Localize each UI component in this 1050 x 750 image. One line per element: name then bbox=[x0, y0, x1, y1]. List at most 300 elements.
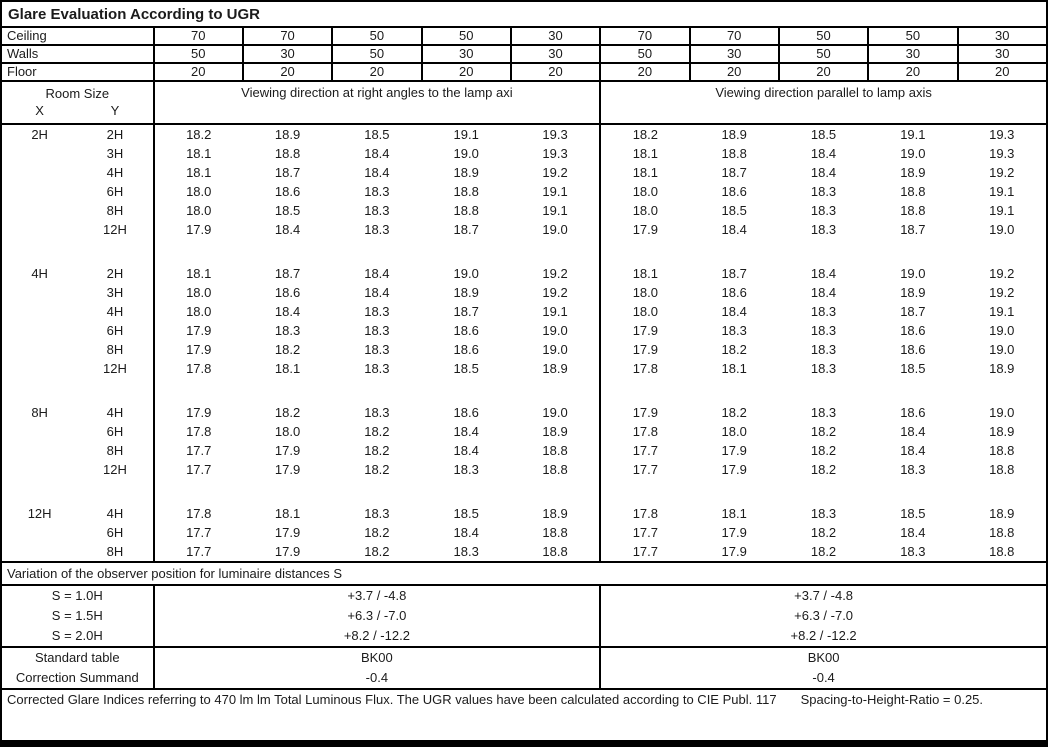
room-y-cell: 8H bbox=[77, 201, 153, 220]
surface-value-cell: 30 bbox=[511, 45, 600, 63]
ugr-value-cell: 19.0 bbox=[453, 146, 479, 161]
ugr-value-cell: 18.9 bbox=[511, 359, 600, 378]
cell bbox=[1, 239, 154, 264]
room-x-cell bbox=[1, 220, 77, 239]
room-x-cell: 8H bbox=[31, 405, 48, 420]
ugr-value-cell: 18.4 bbox=[810, 285, 837, 300]
ugr-value-cell: 18.3 bbox=[810, 304, 837, 319]
cell bbox=[154, 479, 601, 504]
room-x-cell bbox=[1, 542, 77, 562]
cell bbox=[154, 239, 601, 264]
left-section-value: +8.2 / -12.2 bbox=[154, 626, 601, 647]
block-spacer-row bbox=[1, 479, 1047, 504]
ugr-value-cell: 18.7 bbox=[453, 304, 479, 319]
ugr-value-cell: 17.7 bbox=[186, 462, 212, 477]
ugr-value-cell: 19.1 bbox=[511, 302, 600, 321]
row-label: S = 1.5H bbox=[1, 606, 154, 626]
standard-table-row bbox=[1, 647, 1047, 668]
ugr-value-cell: 18.8 bbox=[900, 184, 926, 199]
surface-value-cell: 50 bbox=[779, 27, 868, 45]
ugr-value-cell: 18.4 bbox=[453, 443, 479, 458]
right-section-value: +3.7 / -4.8 bbox=[794, 588, 854, 603]
ugr-value-cell: 18.6 bbox=[900, 323, 926, 338]
room-y-label: Y bbox=[110, 102, 120, 118]
ugr-value-cell: 18.3 bbox=[810, 323, 837, 338]
ugr-data-row bbox=[1, 163, 1047, 182]
ugr-value-cell: 18.9 bbox=[511, 422, 600, 441]
ugr-value-cell: 18.2 bbox=[810, 525, 837, 540]
room-x-cell bbox=[1, 302, 77, 321]
ugr-value-cell: 18.1 bbox=[721, 361, 747, 376]
ugr-data-row bbox=[1, 504, 1047, 523]
ugr-value-cell: 18.9 bbox=[453, 165, 479, 180]
ugr-value-cell: 17.9 bbox=[274, 525, 301, 540]
room-y-cell: 3H bbox=[77, 283, 153, 302]
ugr-value-cell: 18.3 bbox=[364, 203, 390, 218]
ugr-value-cell: 18.0 bbox=[632, 203, 659, 218]
room-y-cell: 6H bbox=[77, 182, 153, 201]
ugr-value-cell: 17.8 bbox=[632, 424, 659, 439]
ugr-value-cell: 18.4 bbox=[364, 285, 390, 300]
room-size-label: Room Size bbox=[45, 85, 110, 101]
right-section-value: BK00 bbox=[807, 650, 840, 665]
ugr-value-cell: 17.9 bbox=[632, 342, 659, 357]
ugr-value-cell: 18.6 bbox=[453, 342, 479, 357]
ugr-value-cell: 18.4 bbox=[721, 304, 747, 319]
ugr-data-row bbox=[1, 182, 1047, 201]
ugr-value-cell: 18.7 bbox=[900, 304, 926, 319]
room-y-cell: 2H bbox=[77, 124, 153, 144]
surface-value-cell: 70 bbox=[690, 27, 779, 45]
room-y-cell: 4H bbox=[77, 302, 153, 321]
room-y-cell: 8H bbox=[77, 340, 153, 359]
surface-value-cell: 50 bbox=[332, 45, 421, 63]
cell bbox=[600, 479, 1047, 504]
ugr-value-cell: 18.3 bbox=[364, 342, 390, 357]
ugr-value-cell: 18.1 bbox=[186, 165, 212, 180]
ugr-value-cell: 19.0 bbox=[900, 266, 926, 281]
ugr-value-cell: 18.5 bbox=[900, 361, 926, 376]
ugr-value-cell: 18.5 bbox=[900, 506, 926, 521]
room-y-cell: 3H bbox=[77, 144, 153, 163]
ugr-value-cell: 19.1 bbox=[511, 182, 600, 201]
surface-value-cell: 20 bbox=[600, 63, 689, 81]
surface-value-cell: 30 bbox=[422, 45, 511, 63]
room-y-cell: 8H bbox=[77, 441, 153, 460]
surface-value-cell: 20 bbox=[422, 63, 511, 81]
ugr-values-body bbox=[1, 124, 1047, 562]
ugr-value-cell: 18.0 bbox=[274, 424, 301, 439]
block-spacer-row bbox=[1, 239, 1047, 264]
ugr-value-cell: 18.3 bbox=[810, 222, 837, 237]
room-x-cell bbox=[1, 460, 77, 479]
ugr-value-cell: 18.2 bbox=[274, 342, 301, 357]
ugr-value-cell: 18.8 bbox=[900, 203, 926, 218]
ugr-value-cell: 19.0 bbox=[989, 342, 1015, 357]
ugr-value-cell: 18.0 bbox=[721, 424, 747, 439]
row-label: Standard table bbox=[1, 647, 154, 668]
surface-value-cell: 50 bbox=[332, 27, 421, 45]
room-x-cell bbox=[1, 441, 77, 460]
right-section-value: +6.3 / -7.0 bbox=[794, 608, 854, 623]
right-section-value: +8.2 / -12.2 bbox=[600, 626, 1047, 647]
ugr-value-cell: 19.0 bbox=[989, 222, 1015, 237]
ugr-data-row bbox=[1, 422, 1047, 441]
ugr-value-cell: 18.2 bbox=[364, 544, 390, 559]
ugr-value-cell: 18.9 bbox=[453, 285, 479, 300]
ugr-value-cell: 18.1 bbox=[274, 361, 301, 376]
room-x-cell bbox=[1, 201, 77, 220]
ugr-value-cell: 18.3 bbox=[364, 304, 390, 319]
room-x-cell bbox=[1, 321, 77, 340]
room-x-cell bbox=[1, 182, 77, 201]
ugr-value-cell: 19.3 bbox=[511, 144, 600, 163]
left-section-value: -0.4 bbox=[154, 668, 601, 689]
ugr-value-cell: 19.0 bbox=[511, 340, 600, 359]
right-section-heading: Viewing direction parallel to lamp axis bbox=[600, 81, 1047, 124]
s-row bbox=[1, 585, 1047, 606]
ugr-value-cell: 18.4 bbox=[810, 165, 837, 180]
ugr-value-cell: 18.1 bbox=[632, 165, 659, 180]
ugr-value-cell: 19.0 bbox=[511, 321, 600, 340]
room-x-cell bbox=[1, 163, 77, 182]
ugr-value-cell: 17.7 bbox=[632, 544, 659, 559]
surface-value-cell: 50 bbox=[868, 27, 957, 45]
page-title: Glare Evaluation According to UGR bbox=[1, 1, 1047, 27]
ugr-value-cell: 18.5 bbox=[453, 506, 479, 521]
surface-value-cell: 20 bbox=[868, 63, 957, 81]
surface-value-cell: 30 bbox=[243, 45, 332, 63]
surface-value-cell: 20 bbox=[154, 63, 243, 81]
ugr-value-cell: 18.9 bbox=[900, 285, 926, 300]
footer-block bbox=[1, 689, 1047, 744]
ugr-value-cell: 18.3 bbox=[810, 405, 837, 420]
ugr-value-cell: 18.6 bbox=[900, 342, 926, 357]
ugr-value-cell: 18.4 bbox=[274, 304, 301, 319]
ugr-value-cell: 18.5 bbox=[721, 203, 747, 218]
cell bbox=[154, 378, 601, 403]
ugr-value-cell: 18.1 bbox=[632, 146, 659, 161]
room-x-cell: 2H bbox=[31, 127, 48, 142]
ugr-value-cell: 18.9 bbox=[900, 165, 926, 180]
cell bbox=[600, 239, 1047, 264]
surface-value-cell: 20 bbox=[332, 63, 421, 81]
ugr-value-cell: 18.6 bbox=[900, 405, 926, 420]
ugr-value-cell: 18.2 bbox=[364, 462, 390, 477]
room-y-cell: 12H bbox=[77, 359, 153, 378]
surface-row-label: Floor bbox=[1, 63, 154, 81]
room-y-cell: 4H bbox=[77, 403, 153, 422]
ugr-data-row bbox=[1, 220, 1047, 239]
ugr-data-row bbox=[1, 124, 1047, 144]
left-section-heading: Viewing direction at right angles to the lamp axi bbox=[154, 81, 601, 124]
ugr-value-cell: 18.6 bbox=[721, 184, 747, 199]
ugr-value-cell: 18.9 bbox=[989, 424, 1015, 439]
correction-summand-row bbox=[1, 668, 1047, 689]
room-y-cell: 12H bbox=[77, 460, 153, 479]
block-spacer-row bbox=[1, 378, 1047, 403]
column-header-row bbox=[1, 81, 1047, 124]
ugr-data-row bbox=[1, 542, 1047, 562]
ugr-value-cell: 18.7 bbox=[900, 222, 926, 237]
ugr-value-cell: 17.7 bbox=[632, 443, 659, 458]
ugr-value-cell: 18.8 bbox=[989, 525, 1015, 540]
variation-block bbox=[1, 562, 1047, 647]
ugr-value-cell: 19.0 bbox=[900, 146, 926, 161]
room-y-cell: 6H bbox=[77, 422, 153, 441]
ugr-data-row bbox=[1, 460, 1047, 479]
surface-row-label: Ceiling bbox=[1, 27, 154, 45]
ugr-value-cell: 18.8 bbox=[453, 203, 479, 218]
variation-heading-row bbox=[1, 562, 1047, 585]
ugr-value-cell: 18.2 bbox=[721, 342, 747, 357]
ugr-value-cell: 18.3 bbox=[453, 462, 479, 477]
room-y-cell: 6H bbox=[77, 321, 153, 340]
ugr-value-cell: 19.0 bbox=[511, 403, 600, 422]
surface-value-cell: 70 bbox=[600, 27, 689, 45]
ugr-value-cell: 18.1 bbox=[274, 506, 301, 521]
ugr-value-cell: 18.2 bbox=[632, 127, 659, 142]
room-y-cell: 2H bbox=[77, 264, 153, 283]
ugr-value-cell: 17.9 bbox=[274, 462, 301, 477]
surface-value-cell: 20 bbox=[511, 63, 600, 81]
ugr-value-cell: 17.7 bbox=[186, 443, 212, 458]
ugr-value-cell: 19.0 bbox=[989, 323, 1015, 338]
ugr-value-cell: 18.4 bbox=[364, 146, 390, 161]
ugr-value-cell: 18.2 bbox=[364, 424, 390, 439]
s-row bbox=[1, 626, 1047, 647]
ugr-value-cell: 18.4 bbox=[274, 222, 301, 237]
ugr-value-cell: 18.3 bbox=[810, 342, 837, 357]
ugr-value-cell: 17.9 bbox=[632, 222, 659, 237]
ugr-value-cell: 19.2 bbox=[511, 283, 600, 302]
ugr-value-cell: 19.2 bbox=[989, 165, 1015, 180]
surface-value-cell: 50 bbox=[154, 45, 243, 63]
room-y-cell: 12H bbox=[77, 220, 153, 239]
ugr-value-cell: 18.3 bbox=[810, 203, 837, 218]
ugr-value-cell: 17.9 bbox=[186, 323, 212, 338]
surface-value-cell: 20 bbox=[779, 63, 868, 81]
ugr-value-cell: 18.3 bbox=[364, 361, 390, 376]
ugr-value-cell: 18.4 bbox=[721, 222, 747, 237]
ugr-value-cell: 17.7 bbox=[632, 525, 659, 540]
ugr-value-cell: 19.2 bbox=[989, 285, 1015, 300]
ugr-value-cell: 18.6 bbox=[453, 323, 479, 338]
ugr-value-cell: 18.4 bbox=[364, 266, 390, 281]
room-y-cell: 6H bbox=[77, 523, 153, 542]
ugr-value-cell: 18.8 bbox=[511, 460, 600, 479]
floor-row bbox=[1, 63, 1047, 81]
ugr-value-cell: 18.6 bbox=[453, 405, 479, 420]
surface-row-label: Walls bbox=[1, 45, 154, 63]
ugr-value-cell: 18.2 bbox=[810, 462, 837, 477]
ugr-value-cell: 18.2 bbox=[721, 405, 747, 420]
ugr-value-cell: 17.9 bbox=[274, 443, 301, 458]
ugr-value-cell: 18.9 bbox=[721, 127, 747, 142]
walls-row bbox=[1, 45, 1047, 63]
ugr-value-cell: 19.0 bbox=[453, 266, 479, 281]
ugr-value-cell: 18.3 bbox=[900, 462, 926, 477]
ugr-value-cell: 18.7 bbox=[721, 266, 747, 281]
cell bbox=[1, 479, 154, 504]
variation-heading: Variation of the observer position for luminaire distances S bbox=[1, 562, 1047, 585]
ugr-value-cell: 18.7 bbox=[274, 266, 301, 281]
ugr-data-row bbox=[1, 283, 1047, 302]
ugr-value-cell: 19.1 bbox=[511, 201, 600, 220]
ugr-value-cell: 19.1 bbox=[453, 127, 479, 142]
ugr-value-cell: 17.9 bbox=[186, 342, 212, 357]
ugr-value-cell: 18.9 bbox=[989, 506, 1015, 521]
ugr-value-cell: 18.3 bbox=[364, 222, 390, 237]
ugr-value-cell: 18.2 bbox=[364, 443, 390, 458]
ugr-data-row bbox=[1, 441, 1047, 460]
room-x-cell bbox=[1, 523, 77, 542]
room-x-cell bbox=[1, 340, 77, 359]
ugr-value-cell: 18.3 bbox=[274, 323, 301, 338]
ugr-value-cell: 18.8 bbox=[721, 146, 747, 161]
ugr-value-cell: 18.1 bbox=[632, 266, 659, 281]
ugr-value-cell: 18.8 bbox=[453, 184, 479, 199]
ugr-value-cell: 18.4 bbox=[453, 525, 479, 540]
footer-row bbox=[1, 689, 1047, 744]
ugr-value-cell: 18.8 bbox=[274, 146, 301, 161]
title-row bbox=[1, 1, 1047, 27]
ugr-data-row bbox=[1, 523, 1047, 542]
s-row bbox=[1, 606, 1047, 626]
ugr-data-row bbox=[1, 201, 1047, 220]
room-x-cell: 4H bbox=[31, 266, 48, 281]
ugr-value-cell: 18.0 bbox=[632, 184, 659, 199]
row-label: S = 2.0H bbox=[1, 626, 154, 647]
room-x-cell bbox=[1, 144, 77, 163]
ugr-value-cell: 18.5 bbox=[274, 203, 301, 218]
surface-value-cell: 30 bbox=[511, 27, 600, 45]
ugr-value-cell: 18.4 bbox=[453, 424, 479, 439]
room-x-cell bbox=[1, 283, 77, 302]
ugr-value-cell: 18.6 bbox=[274, 285, 301, 300]
cell bbox=[1, 378, 154, 403]
ugr-value-cell: 17.9 bbox=[186, 222, 212, 237]
ugr-data-row bbox=[1, 302, 1047, 321]
ceiling-row bbox=[1, 27, 1047, 45]
left-section-value: +6.3 / -7.0 bbox=[154, 606, 601, 626]
ugr-data-row bbox=[1, 144, 1047, 163]
ugr-value-cell: 18.5 bbox=[364, 127, 390, 142]
ugr-value-cell: 19.3 bbox=[989, 127, 1015, 142]
ugr-value-cell: 18.4 bbox=[900, 424, 926, 439]
ugr-value-cell: 18.8 bbox=[511, 542, 600, 562]
surface-value-cell: 30 bbox=[690, 45, 779, 63]
ugr-value-cell: 17.9 bbox=[721, 443, 747, 458]
surface-value-cell: 50 bbox=[600, 45, 689, 63]
ugr-value-cell: 17.8 bbox=[632, 506, 659, 521]
surface-value-cell: 20 bbox=[243, 63, 332, 81]
ugr-value-cell: 17.8 bbox=[186, 424, 212, 439]
ugr-data-row bbox=[1, 340, 1047, 359]
ugr-value-cell: 17.9 bbox=[721, 462, 747, 477]
ugr-value-cell: 18.3 bbox=[900, 544, 926, 559]
surface-value-cell: 30 bbox=[868, 45, 957, 63]
ugr-value-cell: 17.8 bbox=[186, 361, 212, 376]
ugr-value-cell: 18.3 bbox=[364, 184, 390, 199]
ugr-value-cell: 18.2 bbox=[810, 544, 837, 559]
ugr-value-cell: 18.2 bbox=[274, 405, 301, 420]
ugr-data-row bbox=[1, 403, 1047, 422]
ugr-value-cell: 18.8 bbox=[511, 523, 600, 542]
ugr-value-cell: 17.9 bbox=[632, 405, 659, 420]
ugr-value-cell: 17.9 bbox=[632, 323, 659, 338]
room-x-cell bbox=[1, 422, 77, 441]
ugr-value-cell: 18.3 bbox=[364, 323, 390, 338]
ugr-data-row bbox=[1, 264, 1047, 283]
ugr-value-cell: 18.1 bbox=[721, 506, 747, 521]
surface-value-cell: 70 bbox=[154, 27, 243, 45]
ugr-data-row bbox=[1, 359, 1047, 378]
ugr-value-cell: 18.1 bbox=[186, 266, 212, 281]
surface-value-cell: 30 bbox=[958, 45, 1047, 63]
surface-value-cell: 20 bbox=[958, 63, 1047, 81]
ugr-value-cell: 18.0 bbox=[186, 285, 212, 300]
ugr-value-cell: 18.8 bbox=[511, 441, 600, 460]
ugr-value-cell: 18.3 bbox=[364, 405, 390, 420]
ugr-value-cell: 17.9 bbox=[274, 544, 301, 559]
ugr-value-cell: 18.4 bbox=[900, 525, 926, 540]
ugr-value-cell: 17.8 bbox=[186, 506, 212, 521]
spacing-height-ratio: Spacing-to-Height-Ratio = 0.25. bbox=[800, 692, 984, 707]
ugr-value-cell: 19.2 bbox=[989, 266, 1015, 281]
ugr-value-cell: 18.0 bbox=[632, 304, 659, 319]
ugr-value-cell: 19.1 bbox=[989, 304, 1015, 319]
ugr-value-cell: 19.1 bbox=[989, 184, 1015, 199]
ugr-value-cell: 17.7 bbox=[186, 525, 212, 540]
ugr-value-cell: 18.0 bbox=[186, 203, 212, 218]
ugr-value-cell: 18.7 bbox=[274, 165, 301, 180]
ugr-value-cell: 18.4 bbox=[810, 266, 837, 281]
ugr-value-cell: 18.1 bbox=[186, 146, 212, 161]
ugr-value-cell: 19.3 bbox=[511, 124, 600, 144]
ugr-value-cell: 17.8 bbox=[632, 361, 659, 376]
ugr-value-cell: 19.2 bbox=[511, 264, 600, 283]
room-x-label: X bbox=[35, 102, 44, 118]
ugr-value-cell: 18.8 bbox=[989, 462, 1015, 477]
ugr-value-cell: 18.9 bbox=[511, 504, 600, 523]
ugr-value-cell: 18.0 bbox=[186, 304, 212, 319]
ugr-value-cell: 19.0 bbox=[511, 220, 600, 239]
ugr-data-row bbox=[1, 321, 1047, 340]
surface-value-cell: 30 bbox=[958, 27, 1047, 45]
left-section-value: +3.7 / -4.8 bbox=[154, 585, 601, 606]
ugr-value-cell: 19.3 bbox=[989, 146, 1015, 161]
ugr-value-cell: 19.1 bbox=[900, 127, 926, 142]
room-y-cell: 8H bbox=[77, 542, 153, 562]
room-y-cell: 4H bbox=[77, 504, 153, 523]
row-label: S = 1.0H bbox=[1, 585, 154, 606]
ugr-value-cell: 17.9 bbox=[186, 405, 212, 420]
ugr-value-cell: 18.2 bbox=[186, 127, 212, 142]
ugr-value-cell: 17.7 bbox=[186, 544, 212, 559]
ugr-value-cell: 18.2 bbox=[364, 525, 390, 540]
ugr-value-cell: 18.4 bbox=[364, 165, 390, 180]
ugr-value-cell: 17.7 bbox=[632, 462, 659, 477]
ugr-value-cell: 18.3 bbox=[810, 506, 837, 521]
ugr-value-cell: 19.0 bbox=[989, 405, 1015, 420]
ugr-value-cell: 18.3 bbox=[721, 323, 747, 338]
header-block bbox=[1, 1, 1047, 124]
ugr-value-cell: 18.4 bbox=[900, 443, 926, 458]
ugr-value-cell: 18.7 bbox=[453, 222, 479, 237]
ugr-value-cell: 17.9 bbox=[721, 525, 747, 540]
ugr-value-cell: 18.4 bbox=[810, 146, 837, 161]
